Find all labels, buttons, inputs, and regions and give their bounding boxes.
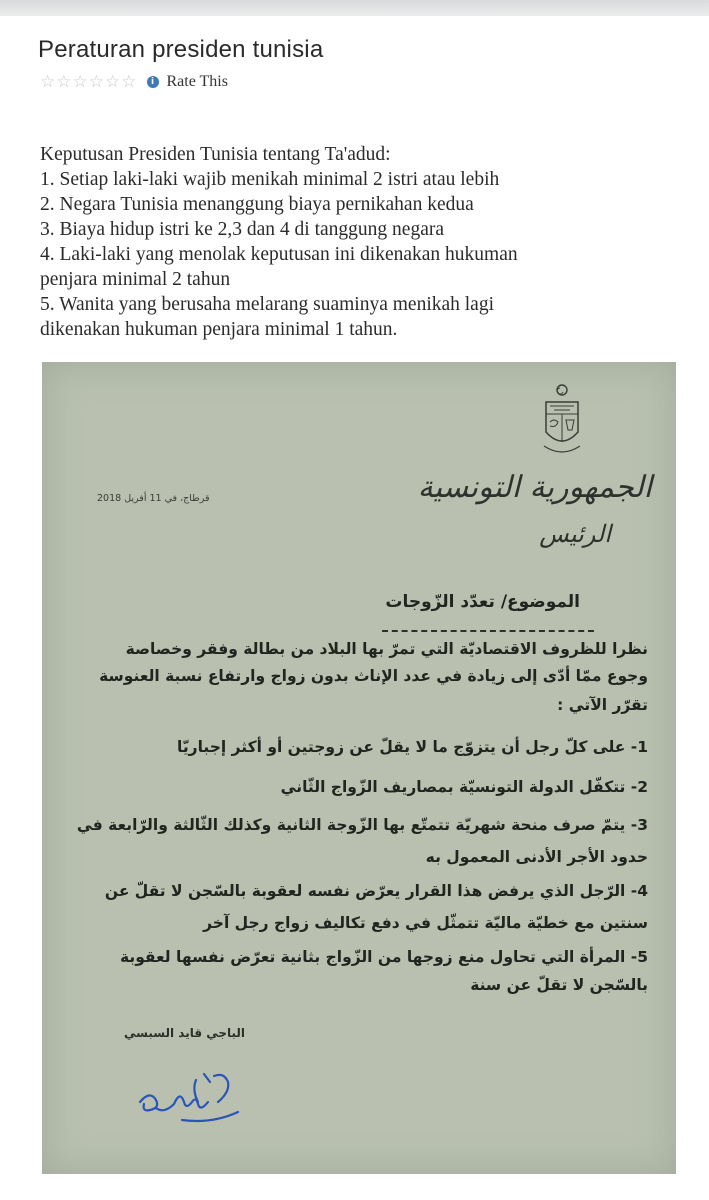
letter-intro-line: نظرا للظروف الاقتصاديّة التي تمرّ بها البلاد من بطالة وفقر وخصاصة bbox=[125, 640, 648, 658]
browser-top-bar bbox=[0, 0, 709, 16]
dashed-divider bbox=[382, 630, 594, 632]
body-line: 3. Biaya hidup istri ke 2,3 dan 4 di tanggung negara bbox=[40, 219, 444, 240]
star-icon[interactable]: ☆ bbox=[72, 72, 88, 92]
letter-signer-name: الباجي قايد السبسي bbox=[124, 1026, 246, 1040]
letter-subject: الموضوع/ تعدّد الزّوجات bbox=[385, 592, 580, 612]
post-title: Peraturan presiden tunisia bbox=[38, 36, 324, 63]
star-icon[interactable]: ☆ bbox=[40, 72, 56, 92]
rating-stars[interactable] bbox=[40, 73, 137, 91]
body-line: Keputusan Presiden Tunisia tentang Ta'adud: bbox=[40, 144, 391, 165]
handwritten-signature-icon bbox=[134, 1062, 244, 1132]
letter-item: حدود الأجر الأدنى المعمول به bbox=[425, 848, 648, 866]
scanned-letter-image bbox=[42, 362, 676, 1174]
star-icon[interactable]: ☆ bbox=[105, 72, 121, 92]
letter-item: 4- الرّجل الذي يرفض هذا القرار يعرّض نفسه لعقوبة بالسّجن لا تقلّ عن bbox=[104, 882, 648, 900]
letter-item: 5- المرأة التي تحاول منع زوجها من الزّواج بثانية تعرّض نفسها لعقوبة bbox=[119, 948, 648, 966]
body-line: 1. Setiap laki-laki wajib menikah minimal 2 istri atau lebih bbox=[40, 169, 500, 190]
letter-item: 2- تتكفّل الدولة التونسيّة بمصاريف الزّواج الثّاني bbox=[280, 778, 648, 796]
tunisia-emblem-icon bbox=[540, 384, 584, 460]
body-line: dikenakan hukuman penjara minimal 1 tahun. bbox=[40, 319, 398, 340]
letter-intro-line: وجوع ممّا أدّى إلى زيادة في عدد الإناث بدون زواج وارتفاع نسبة العنوسة bbox=[99, 667, 648, 685]
star-icon[interactable]: ☆ bbox=[56, 72, 72, 92]
body-line: 5. Wanita yang berusaha melarang suaminya menikah lagi bbox=[40, 294, 495, 315]
star-icon[interactable]: ☆ bbox=[88, 72, 104, 92]
rating-widget[interactable] bbox=[40, 72, 228, 92]
letter-intro-line: تقرّر الآتي : bbox=[557, 696, 648, 714]
body-line: 4. Laki-laki yang menolak keputusan ini dikenakan hukuman bbox=[40, 244, 518, 265]
post-body bbox=[40, 142, 680, 342]
star-icon[interactable]: ☆ bbox=[121, 72, 137, 92]
body-line: penjara minimal 2 tahun bbox=[40, 269, 231, 290]
letter-item: 3- يتمّ صرف منحة شهريّة تتمتّع بها الزّوجة الثانية وكذلك الثّالثة والرّابعة في bbox=[76, 816, 648, 834]
letter-item: بالسّجن لا تقلّ عن سنة bbox=[470, 976, 648, 994]
info-icon[interactable]: i bbox=[147, 76, 159, 88]
rate-this-link[interactable]: Rate This bbox=[166, 73, 228, 90]
letter-president-header: الرئيس bbox=[539, 520, 611, 548]
letter-item: 1- على كلّ رجل أن يتزوّج ما لا يقلّ عن زوجتين أو أكثر إجباريّا bbox=[177, 738, 648, 756]
letter-republic-header: الجمهورية التونسية bbox=[417, 470, 652, 505]
letter-date: قرطاج، في 11 أفريل 2018 bbox=[97, 493, 210, 504]
body-line: 2. Negara Tunisia menanggung biaya pernikahan kedua bbox=[40, 194, 474, 215]
letter-item: سنتين مع خطيّة ماليّة تتمثّل في دفع تكاليف زواج رجل آخر bbox=[203, 914, 648, 932]
